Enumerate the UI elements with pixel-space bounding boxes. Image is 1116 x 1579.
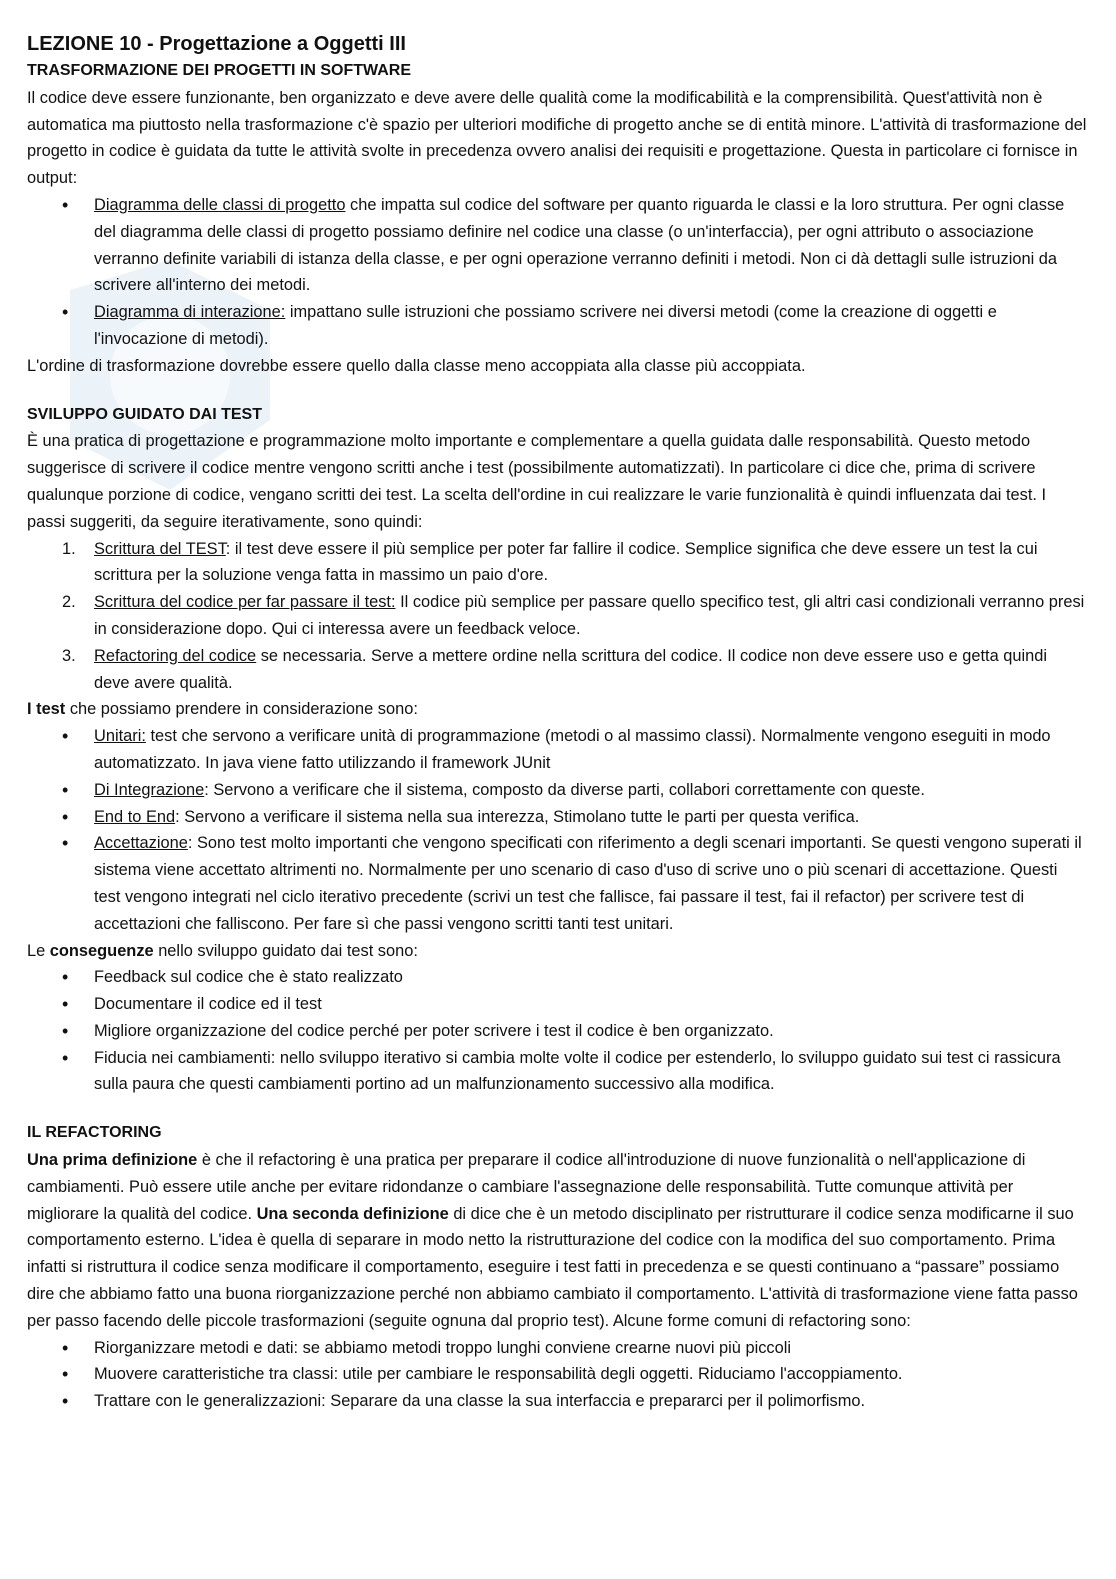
page-title: LEZIONE 10 - Progettazione a Oggetti III xyxy=(27,33,406,55)
list-item: • Documentare il codice ed il test xyxy=(94,991,1087,1018)
list-item xyxy=(94,192,1087,299)
paragraph xyxy=(27,1147,1087,1335)
text: nello sviluppo guidato dai test sono: xyxy=(153,941,418,960)
section-heading: TRASFORMAZIONE DEI PROGETTI IN SOFTWARE xyxy=(27,62,411,79)
item-term: Scrittura del TEST xyxy=(94,539,226,558)
paragraph: L'ordine di trasformazione dovrebbe essere quello dalla classe meno accoppiata alla classe più accoppiata. xyxy=(27,356,806,375)
list-item xyxy=(94,643,1087,697)
item-term: Refactoring del codice xyxy=(94,646,257,665)
bullet-list xyxy=(27,723,1087,937)
text: che possiamo prendere in considerazione sono: xyxy=(65,700,418,719)
bullet-list xyxy=(27,1335,1087,1415)
list-item xyxy=(94,723,1087,777)
list-item xyxy=(94,299,1087,353)
item-term: Diagramma delle classi di progetto xyxy=(94,195,346,214)
item-term: Di Integrazione xyxy=(94,780,205,799)
text: è che il refactoring è una pratica per preparare il codice all'introduzione di nuove funzionalità o nell'applicazione di cambiamenti. Può essere utile anche per evitare ridondanze o cambiare l'assegnazione delle responsabilità. Tutte comunque attività per migliorare la qualità del codice. xyxy=(27,1151,1026,1223)
item-text: : il test deve essere il più semplice per poter far fallire il codice. Semplice significa che deve essere un test la cui scrittura per la soluzione venga fatta in massimo un paio d'ore. xyxy=(94,539,1038,585)
item-term: End to End xyxy=(94,807,176,826)
item-term: Unitari: xyxy=(94,727,146,746)
text: Le xyxy=(27,941,50,960)
item-text: test che servono a verificare unità di programmazione (metodi o al massimo classi). Normalmente vengono eseguiti in modo automatizzato. In java viene fatto utilizzando il framework JUnit xyxy=(94,727,1051,772)
section-heading: IL REFACTORING xyxy=(27,1124,162,1142)
bullet-list xyxy=(27,192,1087,353)
item-text: se necessaria. Serve a mettere ordine nella scrittura del codice. Il codice non deve essere uso e getta quindi deve avere qualità. xyxy=(94,646,1048,692)
item-term: Diagramma di interazione: xyxy=(94,303,286,322)
item-term: Accettazione xyxy=(94,834,188,853)
paragraph: È una pratica di progettazione e programmazione molto importante e complementare a quella guidata dalle responsabilità. Questo metodo suggerisce di scrivere il codice mentre vengono scritti anche i test (possibilmente automatizzati). In particolare ci dice che, prima di scrivere qualunque porzione di codice, vengano scritti dei test. La scelta dell'ordine in cui realizzare le varie funzionalità è quindi influenzata dai test. I passi suggeriti, da seguire iterativamente, sono quindi: xyxy=(27,432,1047,531)
bold-text: Una prima definizione xyxy=(27,1151,198,1170)
item-text: Il codice più semplice per passare quello specifico test, gli altri casi condizionali verranno presi in considerazione dopo. Qui ci interessa avere un feedback veloce. xyxy=(94,593,1085,638)
bold-text: Una seconda definizione xyxy=(256,1204,449,1223)
item-text: : Servono a verificare il sistema nella sua interezza, Stimolano tutte le parti per questa verifica. xyxy=(175,807,860,826)
section-sviluppo-test xyxy=(27,402,1087,1099)
paragraph: Il codice deve essere funzionante, ben organizzato e deve avere delle qualità come la modificabilità e la comprensibilità. Quest'attività non è automatica ma piuttosto nella trasformazione c'è spazio per ulteriori modifiche di progetto anche se di entità minore. L'attività di trasformazione del progetto in codice è guidata da tutte le attività svolte in precedenza ovvero analisi dei requisiti e progettazione. Questa in particolare ci fornisce in output: xyxy=(27,88,1087,188)
item-text: impattano sulle istruzioni che possiamo scrivere nei diversi metodi (come la creazione di oggetti e l'invocazione di metodi). xyxy=(94,303,997,348)
item-text: : Servono a verificare che il sistema, composto da diverse parti, collabori correttamente con queste. xyxy=(204,780,925,799)
section-trasformazione xyxy=(27,58,1087,380)
bullet-list xyxy=(27,964,1087,1098)
text: di dice che è un metodo disciplinato per ristrutturare il codice senza modificarne il suo comportamento esterno. L'idea è quella di separare in modo netto la ristrutturazione del codice con la modifica del suo comportamento. Prima infatti si ristruttura il codice senza modificare il comportamento, eseguire i test fatti in precedenza e se questi continuano a “passare” possiamo dire che abbiamo fatto una buona riorganizzazione perché non abbiamo cambiato il comportamento. L'attività di trasformazione viene fatta passo per passo facendo delle piccole trasformazioni (seguite ognuna dal proprio test). Alcune forme comuni di refactoring sono: xyxy=(27,1204,1078,1330)
paragraph xyxy=(27,938,1087,965)
section-refactoring xyxy=(27,1120,1087,1415)
list-item xyxy=(94,804,1087,831)
list-item xyxy=(94,777,1087,804)
document-page xyxy=(27,30,1087,1415)
list-item xyxy=(94,536,1087,590)
list-item: • Muovere caratteristiche tra classi: utile per cambiare le responsabilità degli oggetti. Riduciamo l'accoppiamento. xyxy=(94,1361,1087,1388)
list-item xyxy=(94,589,1087,643)
list-item: • Migliore organizzazione del codice perché per poter scrivere i test il codice è ben organizzato. xyxy=(94,1018,1087,1045)
list-item: • Trattare con le generalizzazioni: Separare da una classe la sua interfaccia e prepararci per il polimorfismo. xyxy=(94,1388,1087,1415)
item-text: che impatta sul codice del software per quanto riguarda le classi e la loro struttura. Per ogni classe del diagramma delle classi di progetto possiamo definire nel codice una classe (o un'interfaccia), per ogni attributo o associazione verranno definite variabili di istanza della classe, e per ogni operazione verranno definiti i metodi. Non ci dà dettagli sulle istruzioni da scrivere all'interno dei metodi. xyxy=(94,195,1065,295)
numbered-list xyxy=(27,536,1087,697)
list-item xyxy=(94,830,1087,937)
bold-text: conseguenze xyxy=(49,941,154,960)
item-text: : Sono test molto importanti che vengono specificati con riferimento a degli scenari importanti. Se questi vengono superati il sistema viene accettato altrimenti no. Normalmente per uno scenario di caso d'uso di scrive uno o più scenari di accettazione. Questi test vengono integrati nel ciclo iterativo precedente (scrivi un test che fallisce, fai passare il test, fai il refactor) per scrivere test di accettazioni che falliscono. Per fare sì che passi vengono scritti tanti test unitari. xyxy=(94,834,1082,933)
list-item: • Riorganizzare metodi e dati: se abbiamo metodi troppo lunghi conviene crearne nuovi più piccoli xyxy=(94,1335,1087,1362)
list-item: • Feedback sul codice che è stato realizzato xyxy=(94,964,1087,991)
section-heading: SVILUPPO GUIDATO DAI TEST xyxy=(27,405,262,423)
list-item: • Fiducia nei cambiamenti: nello sviluppo iterativo si cambia molte volte il codice per estenderlo, lo sviluppo guidato sui test ci rassicura sulla paura che questi cambiamenti portino ad un malfunzionamento successivo alla modifica. xyxy=(94,1045,1087,1099)
item-term: Scrittura del codice per far passare il test: xyxy=(94,593,396,612)
paragraph xyxy=(27,696,1087,723)
bold-text: I test xyxy=(27,700,66,719)
